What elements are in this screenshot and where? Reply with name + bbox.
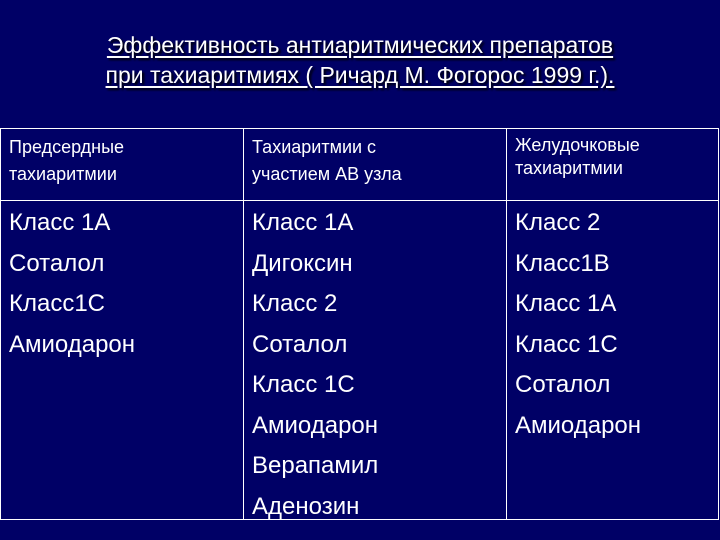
- drug-item: Верапамил: [252, 452, 379, 479]
- header-text: Тахиаритмии с: [252, 137, 377, 157]
- drug-item: Класс 1А: [252, 209, 354, 236]
- drug-item: Класс 2: [252, 290, 338, 317]
- drug-item: Дигоксин: [252, 249, 353, 277]
- header-atrial-tachyarrhythmias: [1, 129, 244, 201]
- header-text: участием АВ узла: [252, 164, 402, 184]
- drug-item: Соталол: [252, 330, 348, 358]
- column-av-node-drugs: [244, 201, 507, 519]
- drug-item: Соталол: [9, 249, 105, 277]
- header-text: Желудочковые: [515, 135, 640, 155]
- header-av-node-tachyarrhythmias: [244, 129, 507, 201]
- header-text: тахиаритмии: [9, 164, 117, 184]
- drug-item: Класс 1А: [9, 209, 111, 236]
- drug-item: Соталол: [515, 371, 611, 398]
- title-line-2: при тахиаритмиях ( Ричард М. Фогорос 1999 г.).: [105, 62, 615, 88]
- drug-item: Класс 1А: [515, 290, 617, 317]
- drug-item: Класс 1С: [252, 371, 355, 398]
- column-ventricular-drugs: [507, 201, 718, 519]
- drug-item: Амиодарон: [9, 330, 136, 358]
- drug-item: Амиодарон: [252, 411, 379, 439]
- header-text: Предсердные: [9, 137, 125, 157]
- drug-item: Класс 2: [515, 209, 601, 236]
- drug-item: Амиодарон: [515, 411, 642, 439]
- drug-item: Аденозин: [252, 492, 360, 519]
- header-text: тахиаритмии: [515, 158, 623, 178]
- drug-item: Класс1С: [9, 290, 106, 317]
- drug-efficacy-table: [0, 128, 719, 520]
- title-line-1: Эффективность антиаритмических препаратов: [106, 32, 614, 58]
- drug-item: Класс 1С: [515, 330, 618, 358]
- column-atrial-drugs: [1, 201, 244, 519]
- header-ventricular-tachyarrhythmias: [507, 129, 718, 201]
- slide-title: [0, 30, 720, 90]
- drug-item: Класс1В: [515, 249, 610, 277]
